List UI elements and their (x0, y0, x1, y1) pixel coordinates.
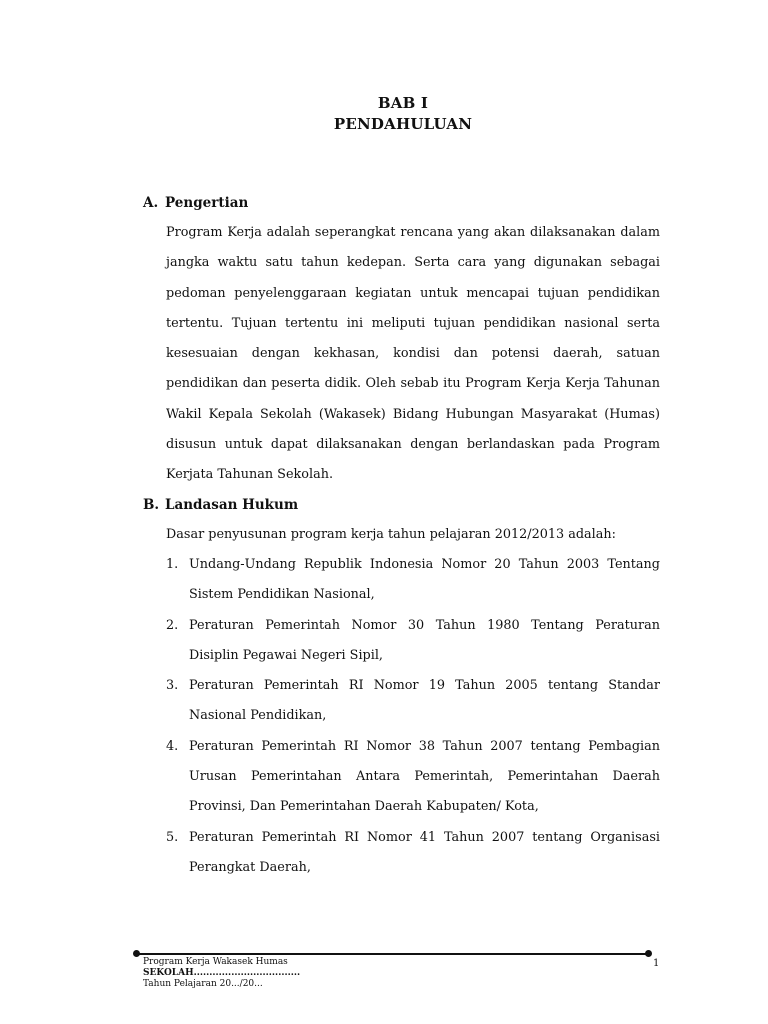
list-item (166, 732, 660, 823)
section-b-label: B. (143, 497, 160, 513)
section-a-title: Pengertian (165, 195, 249, 211)
list-item-text: Undang-Undang Republik Indonesia Nomor 20 Tahun 2003 Tentang Sistem Pendidikan Nasional, (189, 557, 660, 603)
footer-doc-title: Program Kerja Wakasek Humas (143, 957, 288, 967)
list-item-text: Peraturan Pemerintah RI Nomor 38 Tahun 2007 tentang Pembagian Urusan Pemerintahan Antara Pemerintah, Pemerintahan Daerah Provinsi, Dan Pemerintahan Daerah Kabupaten/ Kota, (189, 738, 660, 815)
section-b-heading (143, 497, 298, 513)
chapter-number: BAB I (377, 94, 429, 112)
footer (143, 957, 300, 990)
list-item-number: 3. (166, 678, 179, 694)
list-item-text: Peraturan Pemerintah RI Nomor 41 Tahun 2007 tentang Organisasi Perangkat Daerah, (189, 829, 660, 875)
section-a-label: A. (143, 195, 159, 211)
footer-divider (137, 953, 649, 955)
page-number: 1 (653, 958, 660, 969)
list-item-number: 4. (166, 738, 179, 754)
list-item (166, 671, 660, 732)
section-b-title: Landasan Hukum (165, 497, 299, 513)
list-item-text: Peraturan Pemerintah Nomor 30 Tahun 1980 Tentang Peraturan Disiplin Pegawai Negeri Sipil, (189, 617, 660, 663)
legal-basis-list (166, 550, 660, 883)
list-item (166, 550, 660, 611)
list-item (166, 823, 660, 884)
list-item-number: 1. (166, 557, 179, 572)
list-item-number: 5. (166, 829, 179, 845)
section-b-intro: Dasar penyusunan program kerja tahun pelajaran 2012/2013 adalah: (166, 527, 616, 542)
list-item-number: 2. (166, 617, 179, 633)
footer-divider-dot-right (645, 950, 652, 957)
list-item (166, 611, 660, 672)
footer-divider-dot-left (133, 950, 140, 957)
chapter-title: PENDAHULUAN (333, 115, 473, 133)
footer-school: SEKOLAH.................................. (143, 968, 301, 978)
footer-year: Tahun Pelajaran 20.../20... (143, 979, 263, 989)
section-a-heading (143, 195, 248, 211)
list-item-text: Peraturan Pemerintah RI Nomor 19 Tahun 2005 tentang Standar Nasional Pendidikan, (189, 678, 660, 724)
section-a-paragraph: Program Kerja adalah seperangkat rencana yang akan dilaksanakan dalam jangka waktu satu tahun kedepan. Serta cara yang digunakan sebagai pedoman penyelenggaraan kegiatan untuk mencapai tujuan pendidikan tertentu. Tujuan tertentu ini meliputi tujuan pendidikan nasional serta kesesuaian dengan kekhasan, kondisi dan potensi daerah, satuan pendidikan dan peserta didik. Oleh sebab itu Program Kerja Kerja Tahunan Wakil Kepala Sekolah (Wakasek) Bidang Hubungan Masyarakat (Humas) disusun untuk dapat dilaksanakan dengan berlandaskan pada Program Kerjata Tahunan Sekolah. (166, 225, 660, 483)
